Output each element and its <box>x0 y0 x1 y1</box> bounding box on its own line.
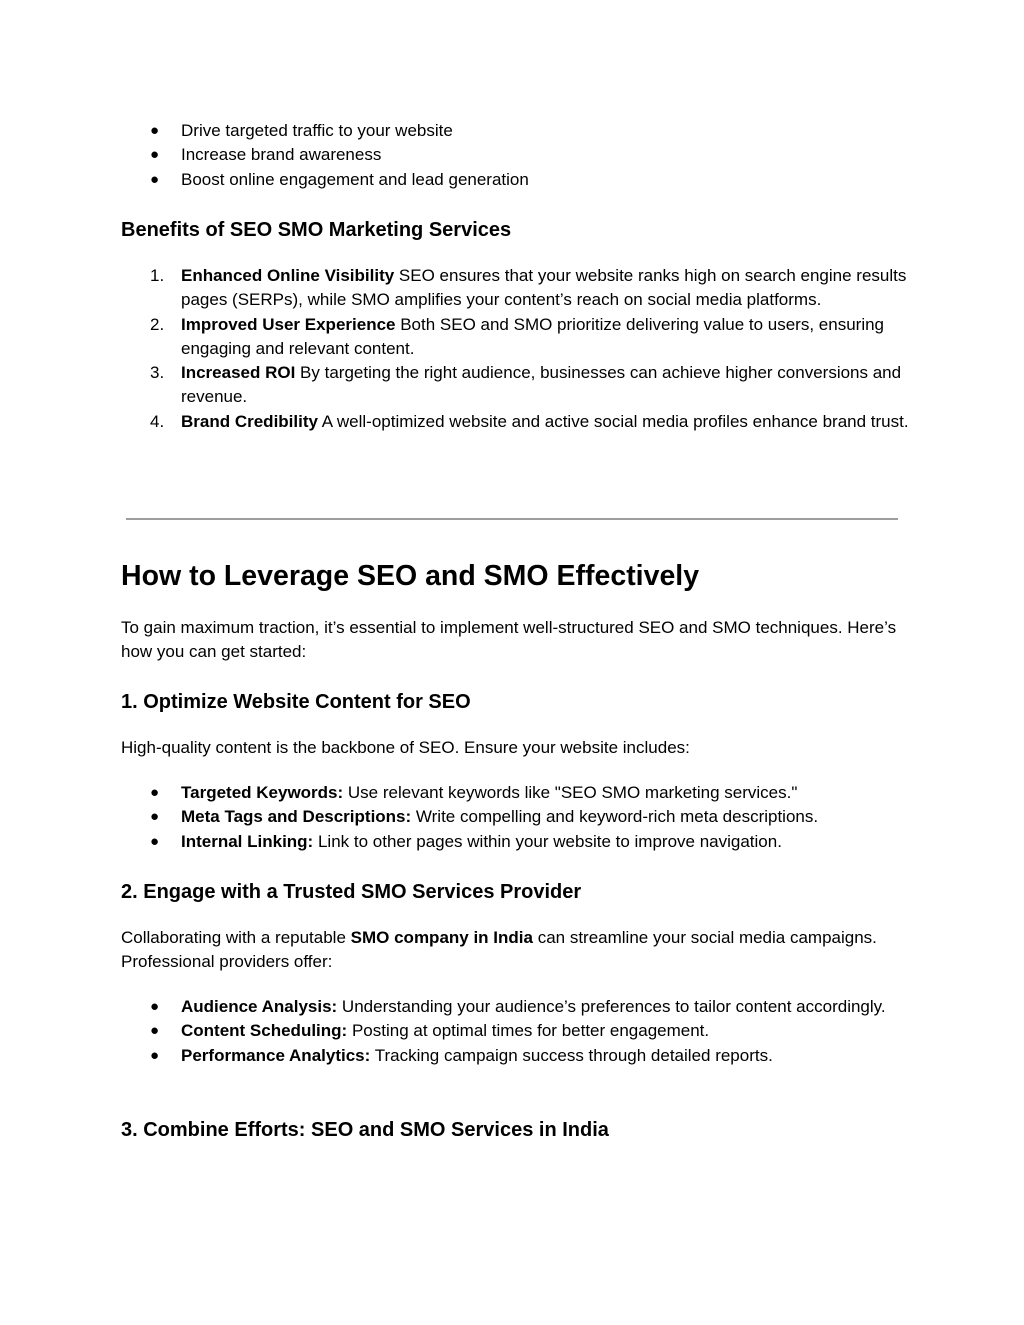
item-title: Enhanced Online Visibility <box>181 266 395 285</box>
list-item: ● Drive targeted traffic to your website <box>121 119 911 143</box>
list-number: 3. <box>150 363 165 383</box>
item-title: Performance Analytics: <box>181 1045 371 1065</box>
section-1-bullet-list <box>121 781 911 854</box>
list-item: 2. Improved User Experience Both SEO and SMO prioritize delivering value to users, ensuring engaging and relevant content. <box>150 314 885 358</box>
item-title: Increased ROI <box>181 363 296 383</box>
bullet-icon: ● <box>150 998 160 1015</box>
bullet-icon: ● <box>150 832 160 850</box>
list-item: ● Targeted Keywords: Use relevant keywords like "SEO SMO marketing services." <box>121 781 911 805</box>
list-number: 2. <box>150 314 165 334</box>
item-title: Content Scheduling: <box>181 1021 348 1041</box>
benefits-numbered-list <box>121 264 911 434</box>
smo-company-highlight: SMO company in India <box>350 928 533 947</box>
list-item: ● Internal Linking: Link to other pages within your website to improve navigation. <box>121 830 911 854</box>
section-3-heading: 3. Combine Efforts: SEO and SMO Services in India <box>121 1119 609 1141</box>
item-title: Internal Linking: <box>181 831 314 851</box>
section-2-heading: 2. Engage with a Trusted SMO Services Provider <box>121 881 582 903</box>
bullet-icon: ● <box>150 146 160 164</box>
bullet-icon: ● <box>150 1046 160 1064</box>
item-title: Audience Analysis: <box>181 997 338 1016</box>
bullet-icon: ● <box>150 122 160 139</box>
list-item: ● Content Scheduling: Posting at optimal times for better engagement. <box>121 1019 911 1043</box>
list-item: 4. Brand Credibility A well-optimized website and active social media profiles enhance brand trust. <box>121 410 911 434</box>
section-1-heading: 1. Optimize Website Content for SEO <box>121 691 471 713</box>
bullet-icon: ● <box>150 170 160 188</box>
section-2-intro: Collaborating with a reputable SMO company in India can streamline your social media campaigns. Professional providers offer: <box>121 928 877 972</box>
list-item: ● Boost online engagement and lead generation <box>121 168 911 192</box>
page-title: How to Leverage SEO and SMO Effectively <box>121 560 700 592</box>
list-item: ● Increase brand awareness <box>121 143 911 167</box>
benefits-heading: Benefits of SEO SMO Marketing Services <box>121 219 512 241</box>
item-title: Improved User Experience <box>181 314 396 334</box>
bullet-icon: ● <box>150 784 160 801</box>
section-2-bullet-list <box>121 995 911 1068</box>
intro-bullet-list <box>121 119 911 192</box>
bullet-icon: ● <box>150 1022 160 1040</box>
list-item: 1. Enhanced Online Visibility SEO ensures that your website ranks high on search engine results pages (SERPs), while SMO amplifies your content’s reach on social media platforms. <box>150 266 907 310</box>
bullet-icon: ● <box>150 808 160 826</box>
list-item: ● Meta Tags and Descriptions: Write compelling and keyword-rich meta descriptions. <box>121 805 911 829</box>
list-number: 1. <box>150 266 165 285</box>
list-item: ● Performance Analytics: Tracking campaign success through detailed reports. <box>121 1044 911 1068</box>
leverage-intro: To gain maximum traction, it’s essential to implement well-structured SEO and SMO techniques. Here’s how you can get started: <box>121 618 897 662</box>
item-title: Targeted Keywords: <box>181 783 344 802</box>
list-item: ● Audience Analysis: Understanding your audience’s preferences to tailor content accordingly. <box>121 995 911 1019</box>
item-title: Meta Tags and Descriptions: <box>181 807 412 827</box>
horizontal-divider <box>126 518 898 520</box>
section-1-intro: High-quality content is the backbone of SEO. Ensure your website includes: <box>121 738 690 757</box>
list-item: 3. Increased ROI By targeting the right audience, businesses can achieve higher conversions and revenue. <box>150 363 902 407</box>
item-title: Brand Credibility <box>181 411 318 431</box>
list-number: 4. <box>150 411 165 431</box>
